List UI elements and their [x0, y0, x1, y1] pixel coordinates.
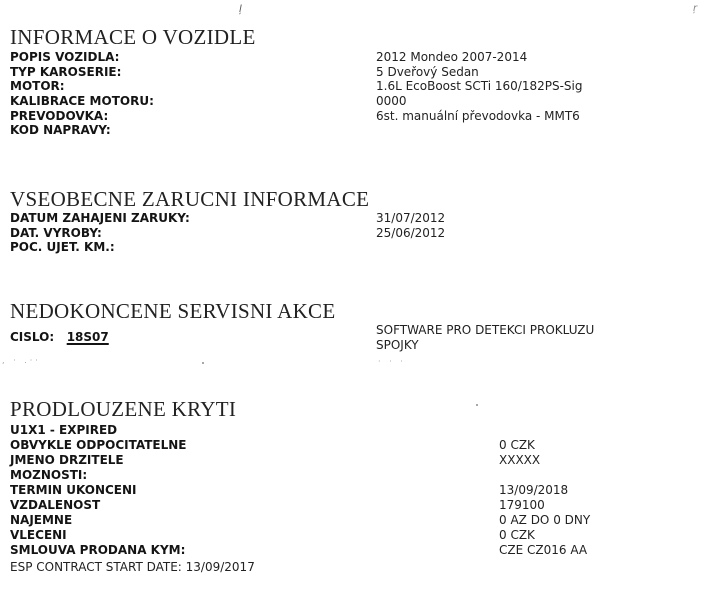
field-label: MOZNOSTI: [10, 468, 88, 482]
field-value: 13/09/2018 [499, 483, 569, 497]
scan-artifact-top-right: ŗ [693, 3, 698, 14]
field-value: SOFTWARE PRO DETEKCI PROKLUZU [376, 323, 595, 337]
field-label: NAJEMNE [10, 513, 73, 527]
field-label: U1X1 - EXPIRED [10, 423, 118, 437]
table-row [10, 423, 711, 438]
field-label: TYP KAROSERIE: [10, 64, 122, 79]
table-row [10, 483, 711, 498]
field-label: VZDALENOST [10, 498, 101, 512]
section-title-warranty-info: VSEOBECNE ZARUCNI INFORMACE [10, 187, 370, 211]
section-title-extended-coverage: PRODLOUZENE KRYTI [10, 397, 237, 421]
field-value: 0 CZK [499, 528, 535, 542]
service-action-description [376, 323, 594, 353]
field-value: 1.6L EcoBoost SCTi 160/182PS-Sig [376, 79, 583, 94]
field-label: TERMIN UKONCENI [10, 483, 137, 497]
field-label: JMENO DRZITELE [10, 453, 124, 467]
scan-noise: , · .·· [2, 356, 41, 365]
table-row [10, 513, 711, 528]
table-row [10, 79, 711, 94]
scan-noise: · · · [378, 357, 406, 366]
field-label: DAT. VYROBY: [10, 225, 102, 240]
field-value: 5 Dveřový Sedan [376, 64, 479, 79]
field-value: 25/06/2012 [376, 225, 446, 240]
field-label: POC. UJET. KM.: [10, 240, 115, 255]
table-row [10, 543, 711, 558]
table-row [10, 453, 711, 468]
table-row [10, 50, 711, 65]
table-row [10, 65, 711, 80]
field-label: DATUM ZAHAJENI ZARUKY: [10, 211, 190, 225]
warranty-info-table [10, 211, 711, 255]
table-row [10, 528, 711, 543]
table-row [10, 94, 711, 109]
field-value: XXXXX [499, 453, 541, 467]
section-title-vehicle-info: INFORMACE O VOZIDLE [10, 25, 256, 49]
field-label: OBVYKLE ODPOCITATELNE [10, 438, 187, 452]
service-action-number-line [10, 330, 109, 344]
table-row [10, 226, 711, 241]
field-value: 31/07/2012 [376, 211, 446, 225]
table-row [10, 240, 711, 255]
service-action-number: 18S07 [66, 330, 109, 344]
vehicle-info-table [10, 50, 711, 138]
field-value: 0 CZK [499, 438, 535, 452]
field-value: SPOJKY [376, 338, 419, 352]
scan-noise-dot [202, 362, 204, 364]
table-row [10, 109, 711, 124]
scan-noise-dot [476, 404, 478, 406]
field-label: CISLO: [10, 330, 55, 344]
field-value: 2012 Mondeo 2007-2014 [376, 50, 528, 64]
field-label: KALIBRACE MOTORU: [10, 94, 154, 109]
field-label: MOTOR: [10, 79, 65, 94]
table-row [10, 123, 711, 138]
scan-artifact-top-center: ļ [239, 4, 242, 15]
field-label: POPIS VOZIDLA: [10, 50, 120, 64]
table-row [10, 498, 711, 513]
table-row [10, 211, 711, 226]
field-label: VLECENI [10, 528, 67, 542]
field-label: PREVODOVKA: [10, 108, 109, 123]
field-value: 179100 [499, 498, 545, 512]
field-value: 0000 [376, 94, 407, 109]
field-value: 0 AZ DO 0 DNY [499, 513, 591, 527]
field-value: 6st. manuální převodovka - MMT6 [376, 108, 580, 123]
table-row [10, 438, 711, 453]
extended-coverage-table [10, 423, 711, 558]
esp-contract-start-date: ESP CONTRACT START DATE: 13/09/2017 [10, 560, 255, 574]
field-label: KOD NAPRAVY: [10, 123, 111, 138]
table-row [10, 468, 711, 483]
section-title-open-service-actions: NEDOKONCENE SERVISNI AKCE [10, 299, 336, 323]
field-value: CZE CZ016 AA [499, 543, 588, 557]
field-label: SMLOUVA PRODANA KYM: [10, 543, 186, 557]
